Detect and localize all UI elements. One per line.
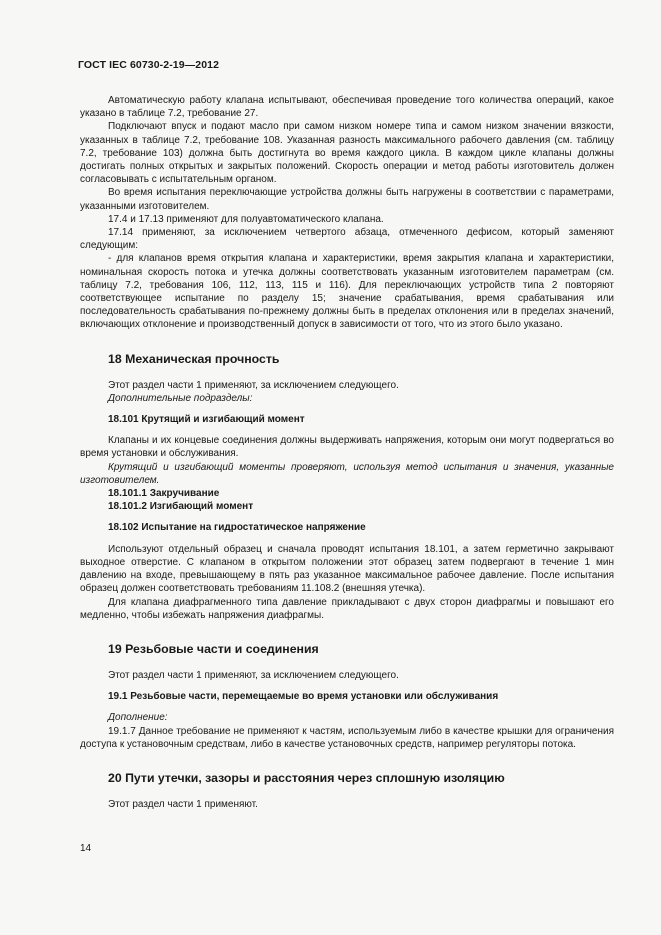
paragraph: 17.4 и 17.13 применяют для полуавтоматического клапана. <box>108 213 384 225</box>
paragraph: 19.1.7 Данное требование не применяют к частям, используемым либо в качестве крышки для ограничения доступа к установочным средствам, либо в качестве установочных средств, например регуляторы потока. <box>80 725 614 750</box>
paragraph: Во время испытания переключающие устройства должны быть нагружены в соответствии с параметрами, указанными изготовителем. <box>80 187 614 212</box>
document-header: ГОСТ IEC 60730-2-19—2012 <box>78 59 220 71</box>
document-body <box>80 94 614 811</box>
page-number: 14 <box>80 843 92 854</box>
paragraph: Используют отдельный образец и сначала проводят испытания 18.101, а затем герметично закрывают выходное отверстие. С клапаном в открытом положении этот образец затем подвергают в течение 1 мин давлению на входе, превышающему в пять раз указанное максимальное рабочее давление. После испытания образец должен соответствовать требованиям 11.108.2 (внешняя утечка). <box>80 543 614 595</box>
paragraph: Этот раздел части 1 применяют, за исключением следующего. <box>108 669 399 681</box>
section-18-heading: 18 Механическая прочность <box>108 351 280 366</box>
subsection-18-102-heading: 18.102 Испытание на гидростатическое напряжение <box>108 522 366 534</box>
section-20-heading: 20 Пути утечки, зазоры и расстояния через сплошную изоляцию <box>108 770 505 785</box>
subsection-18-101-heading: 18.101 Крутящий и изгибающий момент <box>108 414 305 426</box>
paragraph: Этот раздел части 1 применяют. <box>108 798 258 810</box>
subsection-19-1-heading: 19.1 Резьбовые части, перемещаемые во время установки или обслуживания <box>108 691 499 703</box>
paragraph: Дополнительные подразделы: <box>108 392 253 404</box>
paragraph: 17.14 применяют, за исключением четвертого абзаца, отмеченного дефисом, который заменяют следующим: <box>80 227 614 252</box>
paragraph: Автоматическую работу клапана испытывают, обеспечивая проведение того количества операций, какое указано в таблице 7.2, требование 27. <box>80 95 614 120</box>
paragraph: Крутящий и изгибающий моменты проверяют, используя метод испытания и значения, указанные изготовителем. <box>80 461 614 486</box>
paragraph: - для клапанов время открытия клапана и характеристики, время закрытия клапана и характеристики, номинальная скорость потока и утечка должны соответствовать указанным изготовителем параметрам (см. таблицу 7.2, требования 106, 112, 113, 115 и 116). Для переключающих устройств типа 2 повторяют соответствующее испытание по разделу 15; значение срабатывания, время срабатывания или последовательность срабатывания по-прежнему должны быть в пределах отклонения или в пределах значений, включающих отклонение и производственный допуск в зависимости от того, что из этого было указано. <box>80 253 614 331</box>
paragraph: Для клапана диафрагменного типа давление прикладывают с двух сторон диафрагмы и повышают его медленно, чтобы избежать напряжения диафрагмы. <box>80 596 614 621</box>
subsection-18-101-2-heading: 18.101.2 Изгибающий момент <box>108 501 254 513</box>
paragraph: Клапаны и их концевые соединения должны выдерживать напряжения, которым они могут подвергаться во время установки и обслуживания. <box>80 435 614 460</box>
section-19-heading: 19 Резьбовые части и соединения <box>108 641 319 656</box>
paragraph: Этот раздел части 1 применяют, за исключением следующего. <box>108 379 399 391</box>
paragraph: Подключают впуск и подают масло при самом низком номере типа и самом низком значении вязкости, указанных в таблице 7.2, требование 108. Указанная разность максимального рабочего давления (см. таблицу 7.2, требование 103) должна быть достигнута во время каждого цикла. В каждом цикле клапаны должны достигать полных открытых и закрытых положений. Скорость операции и метод работы изготовитель должен согласовывать с испытательным органом. <box>80 121 614 186</box>
subsection-18-101-1-heading: 18.101.1 Закручивание <box>108 488 220 500</box>
paragraph: Дополнение: <box>108 712 168 724</box>
